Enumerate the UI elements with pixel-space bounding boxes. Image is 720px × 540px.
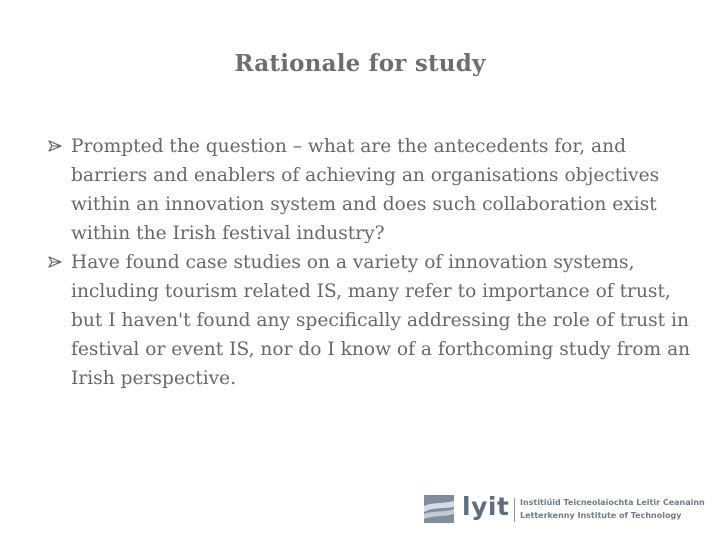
bullet-list	[48, 132, 698, 393]
slide-title: Rationale for study	[234, 50, 486, 77]
logo-english-name: Letterkenny Institute of Technology	[520, 511, 682, 520]
lyit-logo-mark-icon	[424, 495, 454, 523]
bullet-item	[48, 248, 698, 393]
logo-divider	[514, 498, 515, 522]
arrow-bullet-icon	[48, 132, 66, 161]
arrow-bullet-icon	[48, 248, 66, 277]
logo-wordmark: lyit	[462, 492, 510, 521]
bullet-text: Have found case studies on a variety of innovation systems, including tourism related IS, many refer to importance of trust, but I haven't found any specifically addressing the role of trust in festival or event IS, nor do I know of a forthcoming study from an Irish perspective.	[71, 252, 691, 389]
lyit-logo	[424, 492, 705, 526]
bullet-item	[48, 132, 698, 248]
bullet-text: Prompted the question – what are the antecedents for, and barriers and enablers of achieving an organisations objectives within an innovation system and does such collaboration exist within the Irish festival industry?	[71, 136, 660, 244]
logo-irish-name: Institiúid Teicneolaíochta Leitir Ceanainn	[520, 498, 705, 507]
